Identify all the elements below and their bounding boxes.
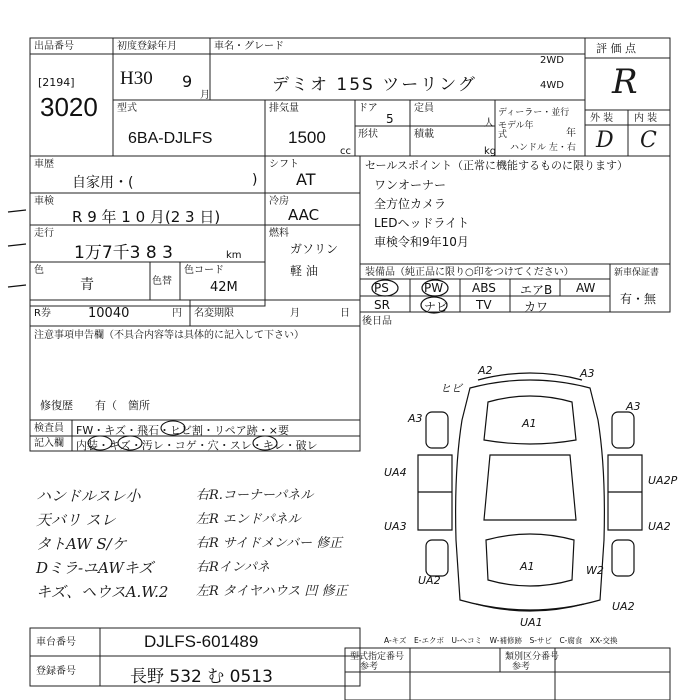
damage-mark: A2 bbox=[478, 364, 493, 377]
sales-point: ワンオーナー bbox=[374, 178, 447, 192]
model-year-unit: 年 bbox=[566, 128, 576, 139]
first-registration-label: 初度登録年月 bbox=[117, 41, 177, 52]
yen-unit: 円 bbox=[172, 308, 182, 319]
sales-point: LEDヘッドライト bbox=[374, 216, 470, 230]
model-name: デミオ 15S ツーリング bbox=[272, 75, 477, 95]
shaken-label: 車検 bbox=[34, 196, 54, 207]
history-label: 車歴 bbox=[34, 159, 54, 170]
history-close: ) bbox=[252, 172, 258, 188]
drive-4wd: 4WD bbox=[540, 80, 564, 91]
color-code-label: 色コード bbox=[184, 265, 224, 276]
sales-label: セールスポイント（正常に機能するものに限ります） bbox=[365, 159, 629, 172]
exterior-grade: D bbox=[596, 128, 614, 153]
doors-value: 5 bbox=[386, 112, 394, 126]
score-value: R bbox=[612, 62, 638, 102]
damage-mark: UA2 bbox=[418, 574, 441, 587]
category-ref: 参考 bbox=[512, 662, 531, 672]
warranty-value: 有・無 bbox=[620, 292, 657, 306]
name-change-label: 名変期限 bbox=[194, 308, 234, 319]
type-value: 6BA-DJLFS bbox=[128, 130, 213, 147]
shift-value: AT bbox=[296, 170, 316, 189]
model-label: 車名・グレード bbox=[214, 41, 284, 52]
remark-line: キズ、ヘウスA.W.2 bbox=[36, 583, 169, 601]
damage-mark: A3 bbox=[626, 400, 641, 413]
color-label: 色 bbox=[34, 265, 44, 276]
mileage-value: 1万7千3 8 3 bbox=[74, 243, 173, 263]
shape-label: 形状 bbox=[358, 129, 378, 140]
handle-label: ハンドル 左・右 bbox=[510, 143, 576, 153]
capacity-unit: 人 bbox=[484, 118, 494, 129]
remark-line: 左R タイヤハウス 凹 修正 bbox=[196, 584, 348, 599]
remark-line: タトAW S/ケ bbox=[36, 535, 127, 553]
damage-mark: UA4 bbox=[384, 466, 407, 479]
name-change-day: 日 bbox=[340, 308, 350, 319]
damage-mark: UA2 bbox=[648, 520, 671, 533]
chassis-label: 車台番号 bbox=[36, 637, 76, 648]
first-registration-month: 9 bbox=[182, 72, 193, 91]
equip-abs: ABS bbox=[472, 281, 496, 295]
color-swap-label: 色替 bbox=[152, 276, 172, 287]
remark-line: ハンドルスレ小 bbox=[36, 487, 141, 505]
warranty-label: 新車保証書 bbox=[614, 268, 660, 278]
damage-mark: A3 bbox=[580, 367, 595, 380]
history-value: 自家用・( bbox=[72, 175, 134, 191]
equip-leather: カワ bbox=[524, 300, 549, 314]
category-label: 類別区分番号 bbox=[505, 652, 560, 662]
interior-label: 内 装 bbox=[634, 113, 658, 124]
lot-sub-number: [2194] bbox=[38, 76, 75, 89]
displacement-label: 排気量 bbox=[269, 103, 299, 114]
lot-number: 3020 bbox=[40, 92, 98, 122]
remark-line: 右R サイドメンバー 修正 bbox=[196, 536, 343, 551]
drive-2wd: 2WD bbox=[540, 55, 564, 66]
name-change-month: 月 bbox=[290, 308, 300, 319]
type-label: 型式 bbox=[117, 103, 137, 114]
remark-line: 左R エンドパネル bbox=[196, 512, 301, 527]
registration-label: 登録番号 bbox=[36, 666, 76, 677]
recycle-label: R券 bbox=[34, 308, 51, 319]
load-unit: kg bbox=[484, 146, 497, 157]
mileage-unit: km bbox=[226, 250, 242, 261]
dealer-label: ディーラー・並行 bbox=[498, 108, 570, 118]
registration-value: 長野 532 む 0513 bbox=[130, 667, 273, 687]
chassis-value: DJLFS-601489 bbox=[144, 632, 259, 651]
sales-point: 車検令和9年10月 bbox=[374, 235, 469, 249]
damage-mark: A1 bbox=[520, 560, 535, 573]
doors-label: ドア bbox=[358, 103, 378, 114]
cooling-value: AAC bbox=[288, 206, 320, 224]
equip-sr: SR bbox=[374, 298, 390, 312]
inspector-label: 検査員 bbox=[34, 423, 64, 434]
type-designation-ref: 参考 bbox=[360, 662, 379, 672]
damage-mark: A1 bbox=[522, 417, 537, 430]
damage-mark: UA1 bbox=[520, 616, 543, 629]
remark-line: Dミラ-ユAWキズ bbox=[36, 559, 154, 577]
color-value: 青 bbox=[80, 277, 94, 293]
type-designation-label: 型式指定番号 bbox=[350, 652, 405, 662]
color-code-value: 42M bbox=[210, 280, 238, 295]
equip-aw: AW bbox=[576, 281, 596, 295]
remark-line: 右Rインパネ bbox=[196, 560, 270, 575]
recycle-value: 10040 bbox=[88, 306, 130, 321]
equip-pw: PW bbox=[424, 281, 444, 295]
inspection-items: FW・キズ・飛石・ヒビ割・リペア跡・×要 bbox=[76, 424, 289, 437]
after-install-label: 後日品 bbox=[362, 316, 392, 327]
notes-label: 注意事項申告欄（不具合内容等は具体的に記入して下さい） bbox=[34, 330, 304, 341]
shift-label: シフト bbox=[269, 159, 299, 170]
fuel-diesel: 軽 油 bbox=[290, 264, 318, 278]
equip-airbag: エアB bbox=[520, 283, 553, 297]
equip-tv: TV bbox=[476, 298, 492, 312]
damage-mark: UA3 bbox=[384, 520, 407, 533]
remark-line: 右R.コーナーパネル bbox=[196, 488, 314, 503]
load-label: 積載 bbox=[414, 129, 434, 140]
fuel-gasoline: ガソリン bbox=[290, 242, 339, 256]
score-label: 評 価 点 bbox=[596, 42, 636, 55]
exterior-label: 外 装 bbox=[590, 113, 614, 124]
entry-items: 内装・キズ・汚レ・コゲ・穴・スレ・キレ・破レ bbox=[76, 439, 318, 452]
remark-line: 天バリ スレ bbox=[36, 511, 116, 529]
capacity-label: 定員 bbox=[414, 103, 434, 114]
repair-history: 修復歴 有（ 箇所 bbox=[40, 399, 150, 412]
equip-navi: ナビ bbox=[424, 300, 449, 314]
equip-ps: PS bbox=[374, 281, 389, 295]
damage-mark: W2 bbox=[586, 564, 604, 577]
damage-mark: UA2P bbox=[648, 474, 678, 487]
displacement-value: 1500 bbox=[288, 128, 326, 147]
cooling-label: 冷房 bbox=[269, 196, 289, 207]
displacement-unit: cc bbox=[340, 146, 351, 157]
mileage-label: 走行 bbox=[34, 228, 54, 239]
entry-label: 記入欄 bbox=[34, 438, 64, 449]
month-unit: 月 bbox=[200, 90, 210, 101]
damage-mark: UA2 bbox=[612, 600, 635, 613]
sales-point: 全方位カメラ bbox=[374, 197, 447, 211]
damage-legend: A-キズ E-エクボ U-ヘコミ W-補修跡 S-サビ C-腐食 XX-交換 bbox=[384, 636, 618, 645]
interior-grade: C bbox=[640, 128, 657, 153]
lot-number-label: 出品番号 bbox=[34, 41, 74, 52]
first-registration-year: H30 bbox=[120, 68, 153, 89]
damage-mark: ヒビ bbox=[440, 382, 462, 395]
model-year-label: モデル年式 bbox=[498, 121, 534, 140]
damage-mark: A3 bbox=[408, 412, 423, 425]
equipment-label: 装備品（純正品に限り○印をつけてください） bbox=[365, 267, 574, 278]
shaken-value: R 9 年 1 0 月(2 3 日) bbox=[72, 208, 221, 226]
fuel-label: 燃料 bbox=[269, 228, 289, 239]
